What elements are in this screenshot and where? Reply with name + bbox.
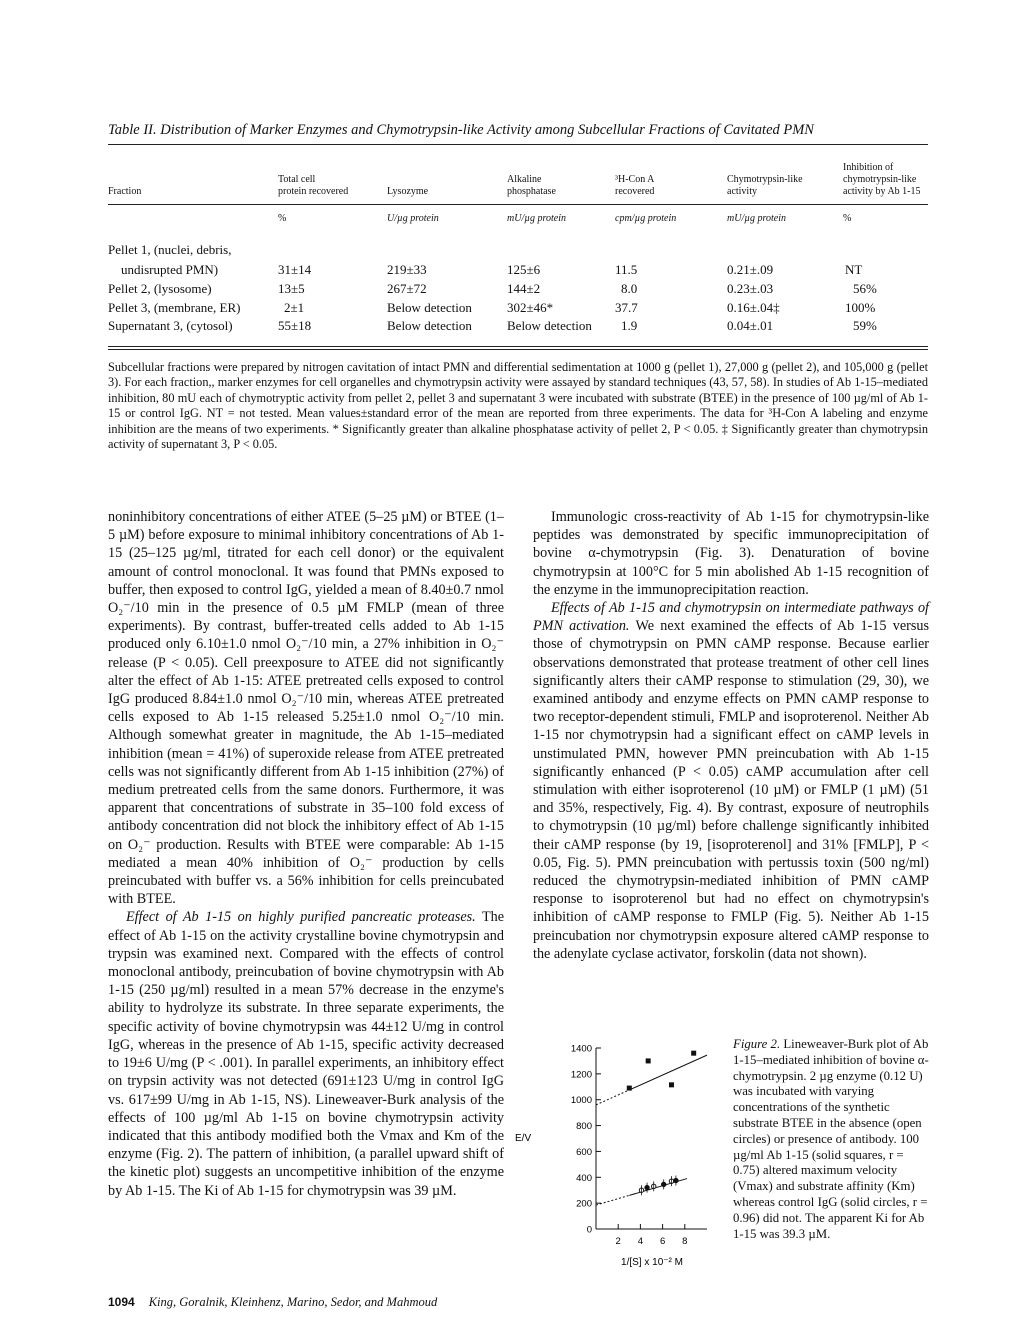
right-paragraph-2 [533,599,929,963]
table-row-2-fraction: Pellet 2, (lysosome) [108,281,212,296]
table-footnote: Subcellular fractions were prepared by nitrogen cavitation of intact PMN and differential sedimentation at 1000 g (pellet 1), 27,000 g (pellet 2), and 105,000 g (pellet 3). For each fraction,, marker enzymes for cell organelles and chymotrypsin activity were assayed by standard techniques (43, 57, 58). In studies of Ab 1-15–mediated inhibition, 80 mU each of chymotryptic activity from pellet 2, pellet 3 and supernatant 3 were incubated with substrate (BTEE) in the presence of 100 µg/ml of Ab 1-15 or control IgG. NT = not tested. Mean values±standard error of the mean are reported from three experiments. The data for ³H-Con A labeling and enzyme inhibition are the means of two experiments. * Significantly greater than alkaline phosphatase activity of pellet 2, P < 0.05. ‡ Significantly greater than chymotrypsin activity of supernatant 3, P < 0.05. [108,360,928,452]
col-header-con-a: ³H-Con A recovered [615,174,655,197]
table-row-2-con-a: 8.0 [621,281,638,296]
left-paragraph-2-heading: Effect of Ab 1-15 on highly purified pancreatic proteases. [126,909,476,926]
table-top-rule [108,144,928,145]
table-row-1-inhibition: NT [845,262,863,277]
data-point-square [691,1051,696,1056]
table-row-1-con-a: 11.5 [615,262,638,277]
right-paragraph-2-heading: Effects of Ab 1-15 and chymotrypsin on intermediate pathways of PMN activation. [533,600,929,635]
figure-2-caption-text: Lineweaver-Burk plot of Ab 1-15–mediated inhibition of bovine α-chymotrypsin. 2 µg enzyme (0.12 U) was incubated with varying concentrations of the synthetic substrate BTEE in the absence (open circles) or presence of antibody. 100 µg/ml Ab 1-15 (solid squares, r = 0.75) altered maximum velocity (Vmax) and substrate affinity (Km) whereas control IgG (solid circles, r = 0.96) did not. The apparent Ki for Ab 1-15 was 39.3 µM. [733,1037,929,1241]
table-row-4-lysozyme: Below detection [387,318,472,333]
left-paragraph-2 [108,908,504,1199]
table-row-3-lysozyme: Below detection [387,300,472,315]
right-paragraph-1: Immunologic cross-reactivity of Ab 1-15 for chymotrypsin-like peptides was demonstrated by specific immunoprecipitation of bovine α-chymotrypsin (Fig. 3). Denaturation of bovine chymotrypsin at 100°C for 5 min abolished Ab 1-15 recognition of the enzyme in the immunoprecipitation reaction. [533,509,929,598]
y-tick-label: 600 [576,1146,592,1158]
table-row-4-inhibition: 59% [853,318,877,333]
col-header-alkaline-phosphatase: Alkaline phosphatase [507,174,556,197]
unit-total-protein: % [278,213,287,224]
table-header-rule [108,204,928,205]
figure-2-caption-label: Figure 2. [733,1037,781,1051]
col-header-inhibition: Inhibition of chymotrypsin-like activity by Ab 1-15 [843,162,921,197]
col-header-lysozyme: Lysozyme [387,186,429,197]
unit-con-a: cpm/µg protein [615,213,677,224]
table-row-3-con-a: 37.7 [615,300,638,315]
x-tick-label: 8 [682,1236,688,1247]
table-row-1-fraction-line2: undisrupted PMN) [121,262,219,277]
y-tick-label: 1000 [570,1095,592,1107]
x-tick-label: 2 [615,1236,621,1247]
y-tick-label: 1200 [570,1069,592,1081]
table-row-1-fraction-line1: Pellet 1, (nuclei, debris, [108,242,232,257]
table-row-1-lysozyme: 219±33 [387,262,427,277]
table-row-2-total: 13±5 [278,281,305,296]
left-paragraph-2-body: The effect of Ab 1-15 on the activity crystalline bovine chymotrypsin and trypsin was examined next. Compared with the effects of control monoclonal antibody, preincubation of bovine chymotrypsin with Ab 1-15 (250 µg/ml) resulted in a mean 57% decrease in the enzyme's ability to hydrolyze its substrate. In three separate experiments, the specific activity of bovine chymotrypsin was 44±12 U/mg in control IgG, whereas in the presence of Ab 1-15, specific activity decreased to 19±6 U/mg (P < .001). In parallel experiments, an inhibitory effect on trypsin activity was not detected (691±123 U/mg in control IgG vs. 617±99 U/mg in Ab 1-15, NS). Lineweaver-Burk analysis of the effects of 100 µg/ml Ab 1-15 on bovine chymotrypsin activity indicated that this antibody modified both the Vmax and Km of the enzyme (Fig. 2). The pattern of inhibition, (a parallel upward shift of the kinetic plot) suggests an uncompetitive inhibition of the enzyme by Ab 1-15. The Ki of Ab 1-15 for chymotrypsin was 39 µM. [108,909,504,1199]
data-point-square [627,1086,632,1091]
table-row-2-inhibition: 56% [853,281,877,296]
figure-2-caption [733,1037,929,1242]
x-tick-label: 4 [637,1236,644,1247]
table-row-4-con-a: 1.9 [621,318,638,333]
x-axis-label: 1/[S] x 10⁻² M [621,1257,683,1268]
table-row-3-alkaline: 302±46* [507,300,554,315]
table-caption: Table II. Distribution of Marker Enzymes and Chymotrypsin-like Activity among Subcellular Fractions of Cavitated PMN [108,122,814,138]
fit-line-extrapolated [596,1090,629,1105]
table-bottom-rule-2 [108,349,928,350]
unit-alkaline: mU/µg protein [507,213,566,224]
table-row-1-chymo: 0.21±.09 [727,262,774,277]
y-tick-label: 0 [586,1224,592,1236]
data-point-square [646,1058,651,1063]
unit-lysozyme: U/µg protein [387,213,439,224]
footer-authors: King, Goralnik, Kleinhenz, Marino, Sedor, and Mahmoud [148,1295,438,1309]
data-point-square [669,1082,674,1087]
table-row-4-alkaline: Below detection [507,318,592,333]
y-tick-label: 200 [576,1198,592,1210]
page-footer [108,1295,437,1310]
table-row-3-inhibition: 100% [845,300,876,315]
figure-2-chart [505,1040,727,1280]
fit-line-extrapolated [596,1195,629,1205]
table-row-2-alkaline: 144±2 [507,281,541,296]
table-row-4-chymo: 0.04±.01 [727,318,774,333]
left-column-text [108,508,504,1200]
col-header-total-protein: Total cell protein recovered [278,174,349,197]
y-axis-label: E/V [515,1133,532,1144]
table-row-3-chymo: 0.16±.04‡ [727,300,780,315]
right-paragraph-2-body: We next examined the effects of Ab 1-15 versus those of chymotrypsin on PMN cAMP response. Because earlier observations demonstrated that protease treatment of other cell lines significantly alters their cAMP response to stimulation (29, 30), we examined antibody and enzyme effects on PMN cAMP response to two receptor-dependent stimuli, FMLP and isoproterenol. Neither Ab 1-15 nor chymotrypsin had a significant effect on cAMP levels in unstimulated PMN, however PMN preincubation with Ab 1-15 significantly enhanced (P < 0.05) cAMP accumulation after cell stimulation with either isoproterenol (10 µM) or FMLP (1 µM) (51 and 35%, respectively, Fig. 4). By contrast, exposure of neutrophils to chymotrypsin (10 µg/ml) before challenge significantly inhibited their cAMP response (by 19, [isoproterenol] and 31% [FMLP], P < 0.05, Fig. 5). PMN preincubation with pertussis toxin (500 ng/ml) reduced the chymotrypsin-mediated inhibition of PMN cAMP response to isoproterenol but had no effect on chymotrypsin's inhibition of cAMP response to FMLP (Fig. 5). Neither Ab 1-15 preincubation nor chymotrypsin exposure altered cAMP response to the adenylate cyclase activator, forskolin (data not shown). [533,618,929,962]
table-row-4-total: 55±18 [278,318,312,333]
table-row-3-fraction: Pellet 3, (membrane, ER) [108,300,241,315]
left-paragraph-1: noninhibitory concentrations of either ATEE (5–25 µM) or BTEE (1–5 µM) before exposure to minimal inhibitory concentrations of Ab 1-15 (25–125 µg/ml, titrated for each cell donor) or the equivalent amount of control monoclonal. It was found that PMNs exposed to buffer, then exposed to control IgG, yielded a mean of 8.40±0.7 nmol O₂⁻/10 min in the presence of 0.5 µM FMLP (mean of three experiments). By contrast, buffer-treated cells added to Ab 1-15 produced only 6.10±1.0 nmol O₂⁻/10 min, a 27% inhibition in O₂⁻ release (P < 0.05). Cell preexposure to ATEE did not significantly alter the effect of Ab 1-15: ATEE pretreated cells exposed to control IgG produced 8.84±1.0 nmol O₂⁻/10 min, whereas ATEE pretreated cells exposed to Ab 1-15 released 5.25±1.0 nmol O₂⁻/10 min. Although somewhat greater in magnitude, the Ab 1-15–mediated inhibition (mean = 41%) of superoxide release from ATEE pretreated cells was not significantly different from Ab 1-15 inhibition (27%) of medium pretreated cells from the same donors. Furthermore, it was apparent that concentrations of substrate in 35–100 fold excess of antibody concentration did not block the inhibitory effect of Ab 1-15 on O₂⁻ production. Results with BTEE were comparable: Ab 1-15 mediated a mean 40% inhibition of O₂⁻ production by cells preincubated with buffer vs. a 56% inhibition for cells preincubated with BTEE. [108,509,504,908]
x-tick-label: 6 [659,1236,666,1247]
table-row-1-alkaline: 125±6 [507,262,541,277]
y-tick-label: 400 [576,1172,592,1184]
col-header-fraction: Fraction [108,186,142,197]
y-tick-label: 1400 [570,1043,592,1055]
table-row-1-total: 31±14 [278,262,312,277]
table-row-3-total: 2±1 [284,300,305,315]
page-number: 1094 [108,1295,135,1309]
table-row-2-chymo: 0.23±.03 [727,281,774,296]
right-column-text [533,508,929,963]
table-bottom-rule [108,346,928,347]
col-header-chymotrypsin: Chymotrypsin-like activity [727,174,803,197]
table-row-4-fraction: Supernatant 3, (cytosol) [108,318,233,333]
unit-inhibition: % [843,213,852,224]
table-row-2-lysozyme: 267±72 [387,281,427,296]
unit-chymotrypsin: mU/µg protein [727,213,786,224]
y-tick-label: 800 [576,1121,592,1133]
fit-line [629,1055,707,1090]
